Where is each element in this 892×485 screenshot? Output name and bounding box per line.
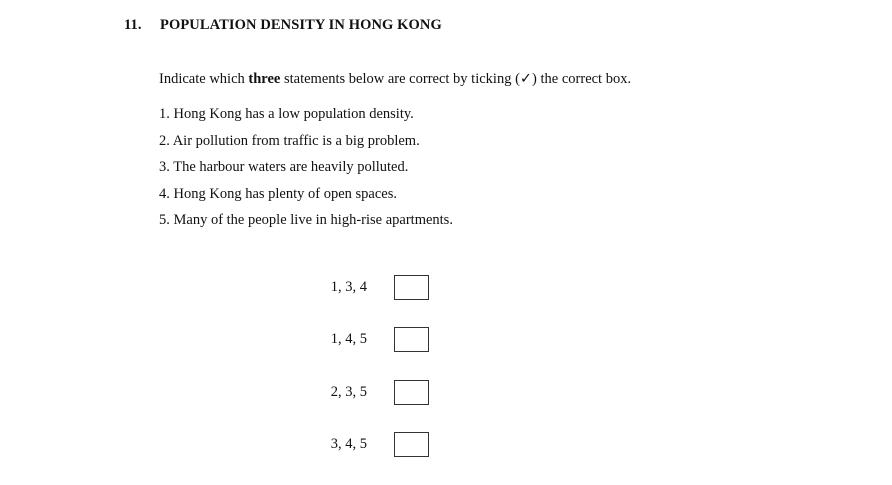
statement-item: 1. Hong Kong has a low population density.: [159, 106, 414, 122]
tick-box[interactable]: [394, 432, 429, 457]
option-label: 1, 3, 4: [330, 278, 367, 295]
answer-option: [320, 326, 429, 354]
tick-box[interactable]: [394, 327, 429, 352]
instruction-before: Indicate which: [159, 71, 249, 87]
statement-item: 4. Hong Kong has plenty of open spaces.: [159, 185, 397, 202]
question-title: POPULATION DENSITY IN HONG KONG: [160, 17, 442, 33]
instruction-after: statements below are correct by ticking (✓) the correct box.: [280, 71, 632, 87]
instruction-text: [159, 71, 631, 88]
answer-option: [320, 431, 429, 459]
statement-list: [159, 106, 453, 239]
question-heading: [124, 17, 442, 34]
statement-item: 2. Air pollution from traffic is a big problem.: [159, 132, 420, 149]
statement-item: 3. The harbour waters are heavily polluted.: [159, 159, 409, 175]
instruction-emphasis: three: [248, 71, 281, 87]
answer-option: [320, 273, 429, 301]
statement-item: 5. Many of the people live in high-rise apartments.: [159, 212, 453, 228]
option-label: 3, 4, 5: [330, 436, 367, 452]
tick-box[interactable]: [394, 380, 429, 405]
option-label: 2, 3, 5: [330, 383, 367, 400]
tick-box[interactable]: [394, 275, 429, 300]
answer-options: [320, 273, 429, 483]
answer-option: [320, 378, 429, 406]
question-number: 11.: [124, 17, 142, 33]
option-label: 1, 4, 5: [330, 331, 367, 347]
